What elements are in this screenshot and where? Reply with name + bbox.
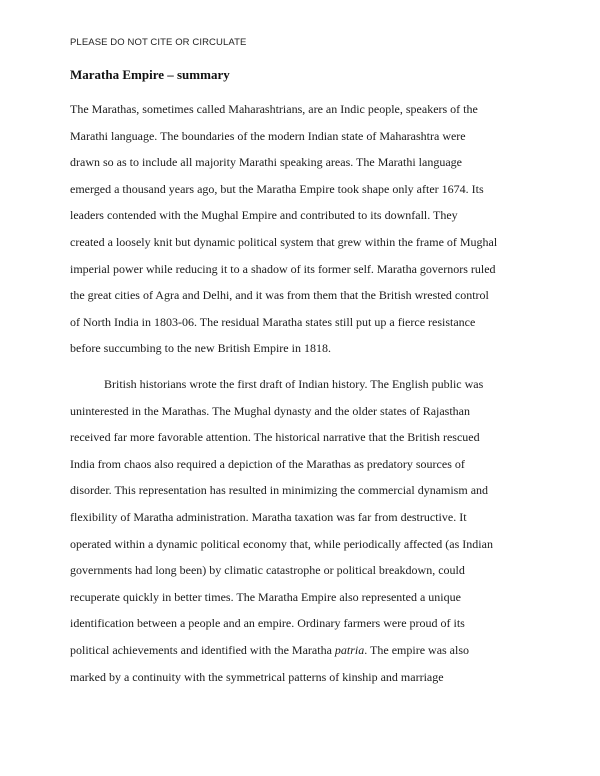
document-title: Maratha Empire – summary xyxy=(70,67,230,82)
text-line: emerged a thousand years ago, but the Maratha Empire took shape only after 1674. Its xyxy=(70,181,484,196)
paragraph-1 xyxy=(70,96,540,362)
text-line: imperial power while reducing it to a shadow of its former self. Maratha governors ruled xyxy=(70,261,496,276)
text-line: uninterested in the Marathas. The Mughal dynasty and the older states of Rajasthan xyxy=(70,403,471,418)
text-segment: political achievements and identified with the Maratha xyxy=(70,642,332,657)
text-line: disorder. This representation has resulted in minimizing the commercial dynamism and xyxy=(70,483,489,498)
text-line: of North India in 1803-06. The residual Maratha states still put up a fierce resistance xyxy=(70,314,476,329)
text-line: leaders contended with the Mughal Empire and contributed to its downfall. They xyxy=(70,208,458,223)
paragraph-2 xyxy=(70,371,540,690)
text-line: The Marathas, sometimes called Maharashtrians, are an Indic people, speakers of the xyxy=(70,102,478,116)
text-line: flexibility of Maratha administration. Maratha taxation was far from destructive. It xyxy=(70,509,467,524)
text-line: Marathi language. The boundaries of the modern Indian state of Maharashtra were xyxy=(70,128,466,143)
text-segment: . The empire was also xyxy=(364,642,470,657)
text-line: drawn so as to include all majority Marathi speaking areas. The Marathi language xyxy=(70,155,462,170)
text-line: India from chaos also required a depiction of the Marathas as predatory sources of xyxy=(70,456,465,471)
text-line: recuperate quickly in better times. The Maratha Empire also represented a unique xyxy=(70,589,461,604)
text-line: British historians wrote the first draft of Indian history. The English public was xyxy=(104,377,484,391)
text-line: the great cities of Agra and Delhi, and it was from them that the British wrested control xyxy=(70,288,489,303)
text-line: operated within a dynamic political economy that, while periodically affected (as Indian xyxy=(70,536,493,551)
text-line-mixed xyxy=(70,637,540,664)
italic-term: patria xyxy=(334,642,365,657)
confidentiality-notice: PLEASE DO NOT CITE OR CIRCULATE xyxy=(70,37,247,48)
text-line: marked by a continuity with the symmetrical patterns of kinship and marriage xyxy=(70,669,444,684)
text-line: created a loosely knit but dynamic political system that grew within the frame of Mughal xyxy=(70,234,498,249)
text-line: received far more favorable attention. The historical narrative that the British rescued xyxy=(70,430,480,445)
text-line: governments had long been) by climatic catastrophe or political breakdown, could xyxy=(70,563,465,578)
text-line: before succumbing to the new British Empire in 1818. xyxy=(70,341,331,356)
text-line: identification between a people and an empire. Ordinary farmers were proud of its xyxy=(70,616,465,631)
